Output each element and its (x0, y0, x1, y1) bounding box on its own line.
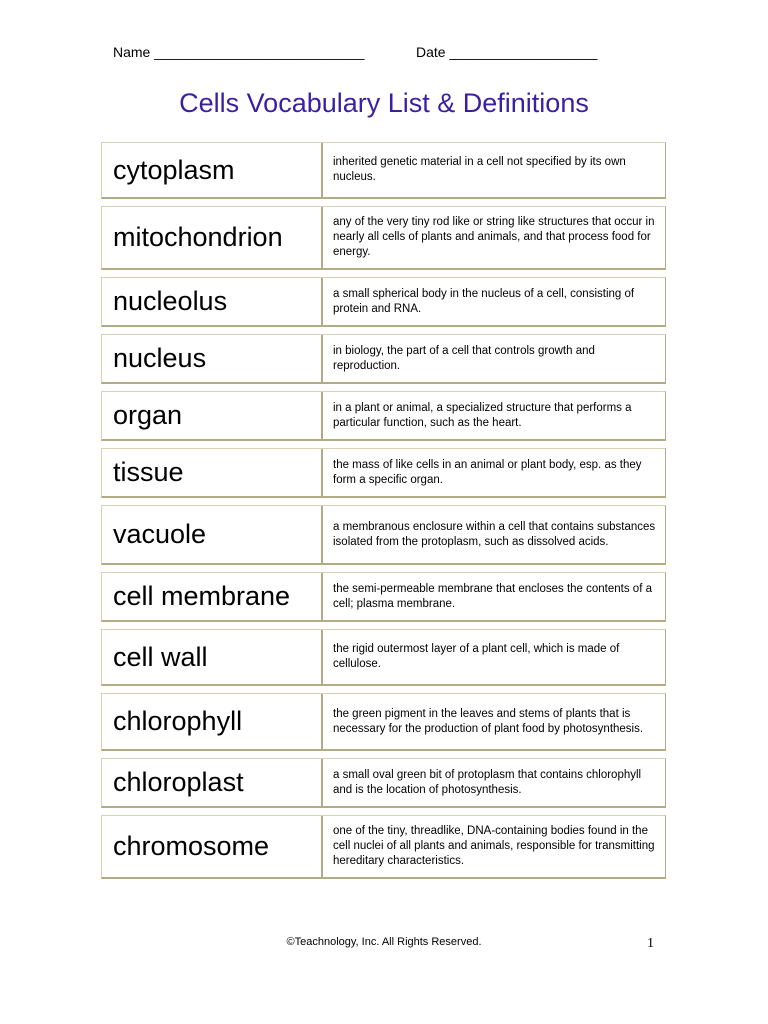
vocab-definition: in biology, the part of a cell that controls growth and reproduction. (333, 344, 595, 372)
table-row (101, 277, 666, 327)
vocab-definition: a small spherical body in the nucleus of a cell, consisting of protein and RNA. (333, 287, 635, 315)
page-number: 1 (647, 936, 654, 951)
vocab-definition: any of the very tiny rod like or string like structures that occur in nearly all cells of plants and animals, and that process food for energy. (333, 216, 655, 258)
vocab-definition: in a plant or animal, a specialized structure that performs a particular function, such as the heart. (333, 401, 632, 429)
vocab-definition: the rigid outermost layer of a plant cell, which is made of cellulose. (333, 643, 620, 670)
vocab-term: chromosome (102, 816, 323, 877)
vocab-definition: a membranous enclosure within a cell that contains substances isolated from the protoplasm, such as dissolved acids. (333, 520, 656, 548)
header (113, 44, 598, 60)
table-row (101, 572, 666, 622)
vocabulary-table (101, 142, 666, 886)
table-row (101, 693, 666, 751)
vocab-definition: one of the tiny, threadlike, DNA-containing bodies found in the cell nuclei of all plants and animals, responsible for transmitting hereditary characteristics. (333, 825, 655, 867)
vocab-term: cytoplasm (102, 143, 323, 197)
vocab-term: chloroplast (102, 759, 323, 806)
vocab-term: chlorophyll (102, 694, 323, 749)
table-row (101, 758, 666, 808)
date-field-label: Date ___________________ (416, 44, 598, 60)
vocab-term: vacuole (102, 506, 323, 563)
vocab-definition: inherited genetic material in a cell not specified by its own nucleus. (333, 156, 626, 183)
vocab-term: organ (102, 392, 323, 439)
vocab-term: mitochondrion (102, 207, 323, 268)
name-field-label: Name ___________________________ (113, 44, 365, 60)
table-row (101, 629, 666, 686)
table-row (101, 815, 666, 879)
vocab-term: nucleolus (102, 278, 323, 325)
vocab-term: cell wall (102, 630, 323, 684)
vocab-definition: the semi-permeable membrane that encloses the contents of a cell; plasma membrane. (333, 582, 652, 610)
table-row (101, 206, 666, 270)
vocab-definition: a small oval green bit of protoplasm that contains chlorophyll and is the location of photosynthesis. (333, 768, 642, 796)
page-title: Cells Vocabulary List & Definitions (179, 88, 589, 118)
vocab-term: nucleus (102, 335, 323, 382)
vocab-term: cell membrane (102, 573, 323, 620)
table-row (101, 142, 666, 199)
table-row (101, 448, 666, 498)
table-row (101, 505, 666, 565)
vocab-definition: the green pigment in the leaves and stems of plants that is necessary for the production of plant food by photosynthesis. (333, 707, 644, 735)
copyright-footer: ©Teachnology, Inc. All Rights Reserved. (286, 936, 482, 948)
vocab-definition: the mass of like cells in an animal or plant body, esp. as they form a specific organ. (333, 458, 642, 486)
table-row (101, 391, 666, 441)
table-row (101, 334, 666, 384)
vocab-term: tissue (102, 449, 323, 496)
